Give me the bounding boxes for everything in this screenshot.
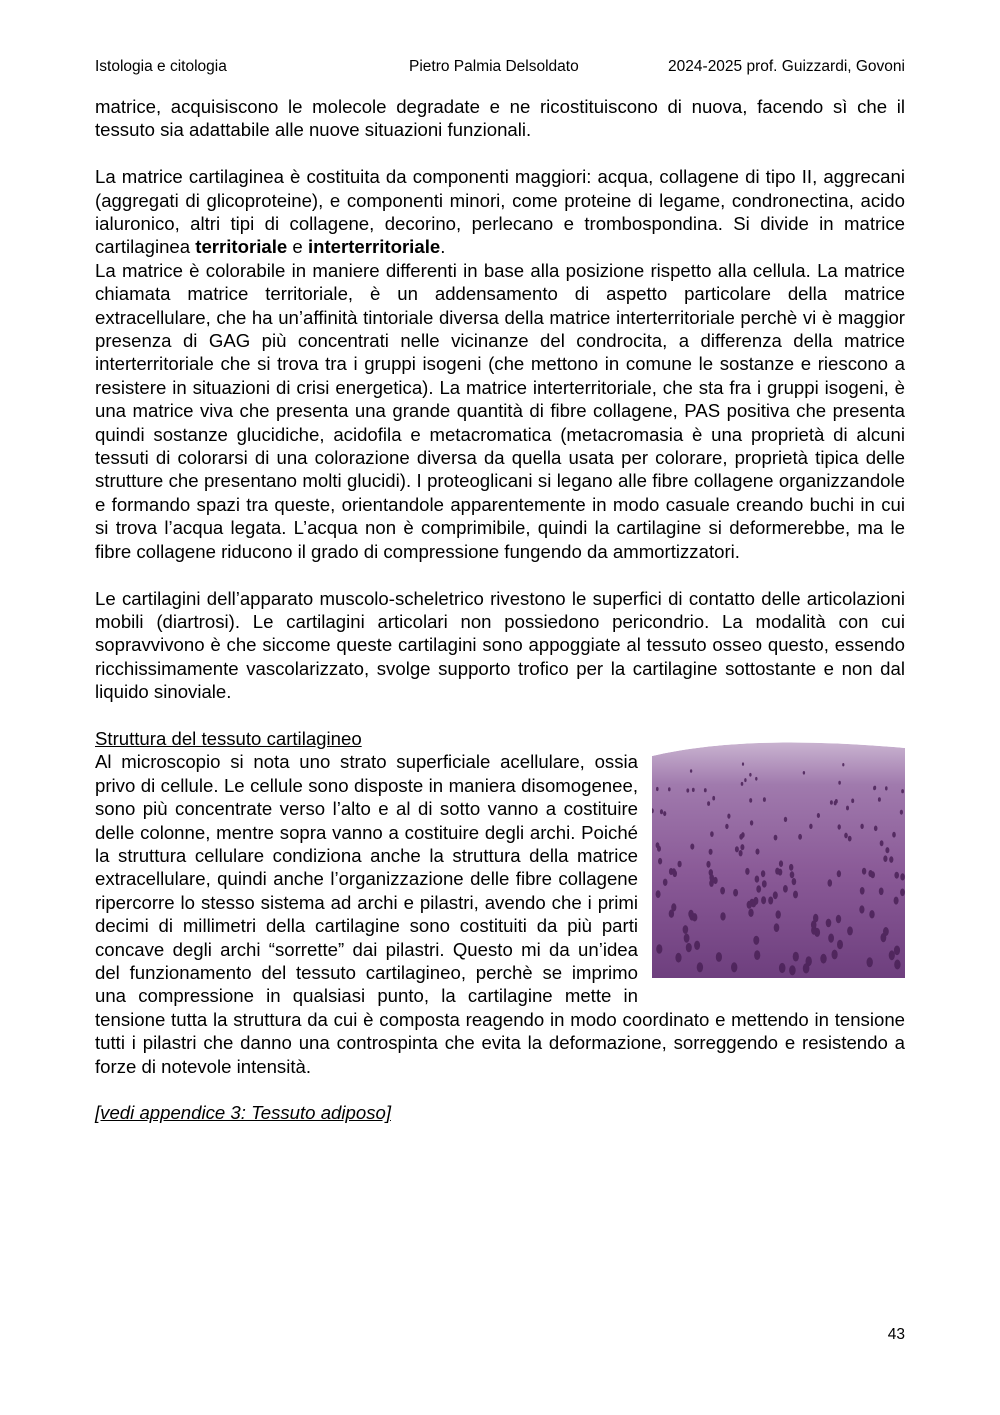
page-body (95, 95, 905, 1125)
chondrocyte-cell (832, 950, 838, 960)
chondrocyte-cell (773, 892, 778, 900)
chondrocyte-cell (763, 798, 766, 803)
appendix-reference: [vedi appendice 3: Tessuto adiposo] (95, 1102, 391, 1124)
chondrocyte-cell (690, 844, 694, 850)
page-number: 43 (887, 1326, 905, 1343)
chondrocyte-cell (775, 868, 779, 875)
chondrocyte-cell (735, 847, 739, 853)
chondrocyte-cell (889, 951, 895, 961)
chondrocyte-cell (672, 869, 676, 876)
chondrocyte-cell (733, 889, 738, 897)
chondrocyte-cell (874, 786, 877, 790)
chondrocyte-cell (867, 958, 873, 968)
chondrocyte-cell (731, 963, 737, 973)
chondrocyte-cell (901, 789, 904, 793)
chondrocyte-cell (847, 927, 853, 936)
chondrocyte-cell (704, 788, 707, 792)
chondrocyte-cell (671, 904, 676, 912)
chondrocyte-cell (828, 934, 834, 943)
chondrocyte-cell (755, 876, 760, 883)
chondrocyte-cell (889, 857, 893, 864)
chondrocyte-cell (894, 960, 900, 970)
paragraph-articular-cartilage: Le cartilagini dell’apparato muscolo-scheletrico rivestono le superfici di contatto delle articolazioni mobili (diartrosi). Le cartilagini articolari non possiedono pericondrio. La modalità con cui sopravvivono è che siccome queste cartilagini sono appoggiate al tessuto osseo questo, essendo ricchissimamente vascolarizzato, svolge supporto trofico per la cartilagine sottostante e non dal liquido sinoviale. (95, 587, 905, 703)
chondrocyte-cell (656, 945, 662, 955)
chondrocyte-cell (716, 952, 722, 962)
chondrocyte-cell (789, 966, 796, 976)
chondrocyte-cell (789, 864, 793, 871)
chondrocyte-cell (658, 858, 662, 865)
chondrocyte-cell (657, 846, 661, 852)
chondrocyte-cell (892, 832, 896, 838)
chondrocyte-cell (710, 832, 714, 838)
chondrocyte-cell (798, 834, 802, 840)
chondrocyte-cell (860, 824, 863, 829)
chondrocyte-cell (741, 782, 744, 786)
chondrocyte-cell (774, 924, 780, 933)
chondrocyte-cell (803, 964, 810, 974)
chondrocyte-cell (783, 885, 788, 893)
chondrocyte-cell (683, 925, 689, 934)
chondrocyte-cell (739, 834, 743, 840)
chondrocyte-cell (709, 849, 713, 855)
chondrocyte-cell (811, 921, 817, 930)
chondrocyte-cell (885, 787, 888, 791)
chondrocyte-cell (878, 798, 881, 803)
chondrocyte-cell (790, 872, 795, 879)
chondrocyte-cell (837, 871, 841, 878)
chondrocyte-cell (706, 861, 710, 868)
chondrocyte-cell (660, 810, 663, 815)
header-year-professors: 2024-2025 prof. Guizzardi, Govoni (668, 58, 905, 75)
chondrocyte-cell (756, 849, 760, 855)
chondrocyte-cell (725, 824, 728, 829)
page-header (95, 58, 905, 80)
chondrocyte-cell (663, 879, 668, 886)
chondrocyte-cell (868, 870, 872, 877)
chondrocyte-cell (742, 763, 744, 766)
paragraph-cartilage-structure: Al microscopio si nota uno strato superficiale acellulare, ossia privo di cellule. Le cellule sono disposte in maniera disomogenee, sono più concentrate verso l’alto e al di sotto vanno a costituire delle colonne, mentre sopra vanno a costituire degli archi. Poiché la struttura cellulare condiziona anche la struttura della matrice extracellulare, quindi anche l’organizzazione delle fibre collagene ripercorre lo stesso sistema ad archi e pilastri, avendo che i primi decimi di millimetri della cartilagine sono costituiti da più parti concave degli archi “sorrette” dai pilastri. Questo mi da un’idea del funzionamento del tessuto cartilagineo, perchè se imprimo una compressione in qualsiasi punto, la cartilagine mette in tensione tutta la struttura da cui è composta reagendo in modo coordinato e mettendo in tensione tutti i pilastri che danno una controspinta che evita la deformazione, sorreggendo e resistendo a forze di notevole intensità. (95, 751, 905, 1077)
chondrocyte-cell (836, 915, 841, 924)
chondrocyte-cell (762, 881, 767, 888)
paragraph-text: e (287, 236, 308, 258)
chondrocyte-cell (713, 877, 718, 884)
chondrocyte-cell (842, 763, 844, 766)
chondrocyte-cell (753, 936, 759, 945)
chondrocyte-cell (720, 913, 725, 921)
chondrocyte-cell (883, 856, 887, 863)
header-course: Istologia e citologia (95, 58, 227, 75)
chondrocyte-cell (851, 799, 854, 804)
chondrocyte-cell (830, 801, 833, 806)
chondrocyte-cell (692, 913, 697, 921)
chondrocyte-cell (784, 817, 787, 822)
chondrocyte-cell (690, 770, 692, 774)
chondrocyte-cell (860, 887, 865, 895)
chondrocyte-cell (748, 909, 753, 917)
chondrocyte-cell (793, 891, 798, 899)
chondrocyte-cell (774, 835, 778, 841)
chondrocyte-cell (803, 771, 805, 775)
chondrocyte-cell (668, 788, 671, 792)
chondrocyte-cell (838, 781, 841, 785)
chondrocyte-cell (675, 953, 681, 963)
chondrocyte-cell (883, 927, 889, 936)
chondrocyte-cell (754, 951, 760, 961)
chondrocyte-cell (727, 814, 730, 819)
term-interterritoriale: interterritoriale (307, 236, 441, 258)
chondrocyte-cell (678, 861, 682, 868)
cartilage-micrograph (652, 738, 905, 978)
chondrocyte-cell (686, 789, 689, 793)
chondrocyte-cell (761, 897, 766, 905)
chondrocyte-cell (869, 910, 874, 918)
paragraph-text: . (440, 236, 446, 258)
chondrocyte-cell (720, 887, 725, 895)
chondrocyte-cell (779, 861, 783, 868)
chondrocyte-cell (694, 941, 700, 950)
chondrocyte-cell (900, 874, 905, 881)
chondrocyte-cell (848, 836, 852, 842)
paragraph-text: La matrice cartilaginea è costituita da componenti maggiori: acqua, collagene di tipo II, aggrecani (aggregati di glicoproteine), e componenti minori, come proteine di legame, condronectina, acido ialuronico, altri tipi di collagene, decorino, perlecano e trombospondina. Si divide in matrice cartilaginea (95, 166, 905, 258)
chondrocyte-cell (745, 868, 749, 875)
chondrocyte-cell (744, 778, 746, 782)
chondrocyte-cell (755, 777, 757, 781)
chondrocyte-cell (838, 825, 841, 830)
chondrocyte-cell (862, 868, 866, 875)
chondrocyte-cell (768, 897, 773, 905)
chondrocyte-cell (792, 878, 797, 885)
chondrocyte-cell (747, 901, 752, 909)
chondrocyte-cell (879, 888, 884, 896)
chondrocyte-cell (697, 963, 703, 973)
chondrocyte-cell (826, 919, 832, 928)
chondrocyte-cell (859, 906, 864, 914)
chondrocyte-cell (846, 806, 849, 811)
chondrocyte-cell (793, 952, 799, 962)
chondrocyte-cell (749, 798, 752, 803)
chondrocyte-cell (663, 811, 666, 816)
section-title: Struttura del tessuto cartilagineo (95, 727, 362, 749)
chondrocyte-cell (817, 813, 820, 818)
paragraph-matrix-staining: La matrice è colorabile in maniere differenti in base alla posizione rispetto alla cellula. La matrice chiamata matrice territoriale, è un addensamento di aspetto particolare della matrice extracellulare, che ha un’affinità tintoriale diversa della matrice interterritoriale perchè vi è maggior presenza di GAG più concentrati nelle vicinanze del condrocita, a differenza della matrice interterritoriale che si trova tra i gruppi isogeni (che mettono in comune le sostanze e riescono a resistere in situazioni di crisi energetica). La matrice interterritoriale, che sta fra i gruppi isogeni, è una matrice viva che presenta una grande quantità di fibre collagene, PAS positiva che presenta quindi sostanze glucidiche, acidofila e metacromatica (metacromasia è una proprietà di alcuni tessuti di colorarsi di una colorazione diversa da quella usata per colorare, proprietà tipica delle strutture che presentano molti glucidi). I proteoglicani si legano alle fibre collagene organizzandole e formando spazi tra queste, orientandole apparentemente in modo casuale creando buchi in cui si trova l’acqua legata. L’acqua non è comprimibile, quindi la cartilagine si deformerebbe, ma le fibre collagene riducono il grado di compressione fungendo da ammortizzatori. (95, 259, 905, 562)
chondrocyte-cell (749, 773, 751, 777)
chondrocyte-cell (894, 946, 900, 956)
chondrocyte-cell (686, 943, 692, 952)
cartilage-micrograph-image (652, 738, 905, 978)
chondrocyte-cell (779, 963, 786, 973)
paragraph-matrix-renewal: matrice, acquisiscono le molecole degradate e ne ricostituiscono di nuova, facendo sì che il tessuto sia adattabile alle nuove situazioni funzionali. (95, 96, 905, 141)
chondrocyte-cell (820, 954, 826, 964)
chondrocyte-cell (900, 810, 903, 815)
chondrocyte-cell (656, 891, 661, 899)
chondrocyte-cell (894, 872, 899, 879)
paragraph-matrix-components (95, 165, 905, 259)
term-territoriale: territoriale (195, 236, 288, 258)
header-author: Pietro Palmia Delsoldato (409, 58, 579, 75)
chondrocyte-cell (692, 788, 695, 792)
chondrocyte-cell (656, 787, 659, 791)
chondrocyte-cell (740, 844, 744, 850)
chondrocyte-cell (684, 934, 690, 943)
chondrocyte-cell (837, 940, 843, 949)
chondrocyte-cell (761, 871, 765, 878)
chondrocyte-cell (739, 850, 743, 856)
chondrocyte-cell (750, 821, 753, 826)
chondrocyte-cell (844, 833, 848, 839)
chondrocyte-cell (874, 826, 878, 832)
chondrocyte-cell (885, 847, 889, 853)
chondrocyte-cell (900, 889, 905, 897)
chondrocyte-cell (880, 841, 884, 847)
chondrocyte-cell (894, 897, 899, 905)
chondrocyte-cell (828, 880, 833, 887)
chondrocyte-cell (809, 824, 812, 829)
chondrocyte-cell (834, 801, 837, 806)
chondrocyte-cell (707, 802, 710, 807)
chondrocyte-cell (712, 796, 715, 801)
chondrocyte-cell (776, 911, 781, 919)
chondrocyte-cell (756, 886, 761, 894)
